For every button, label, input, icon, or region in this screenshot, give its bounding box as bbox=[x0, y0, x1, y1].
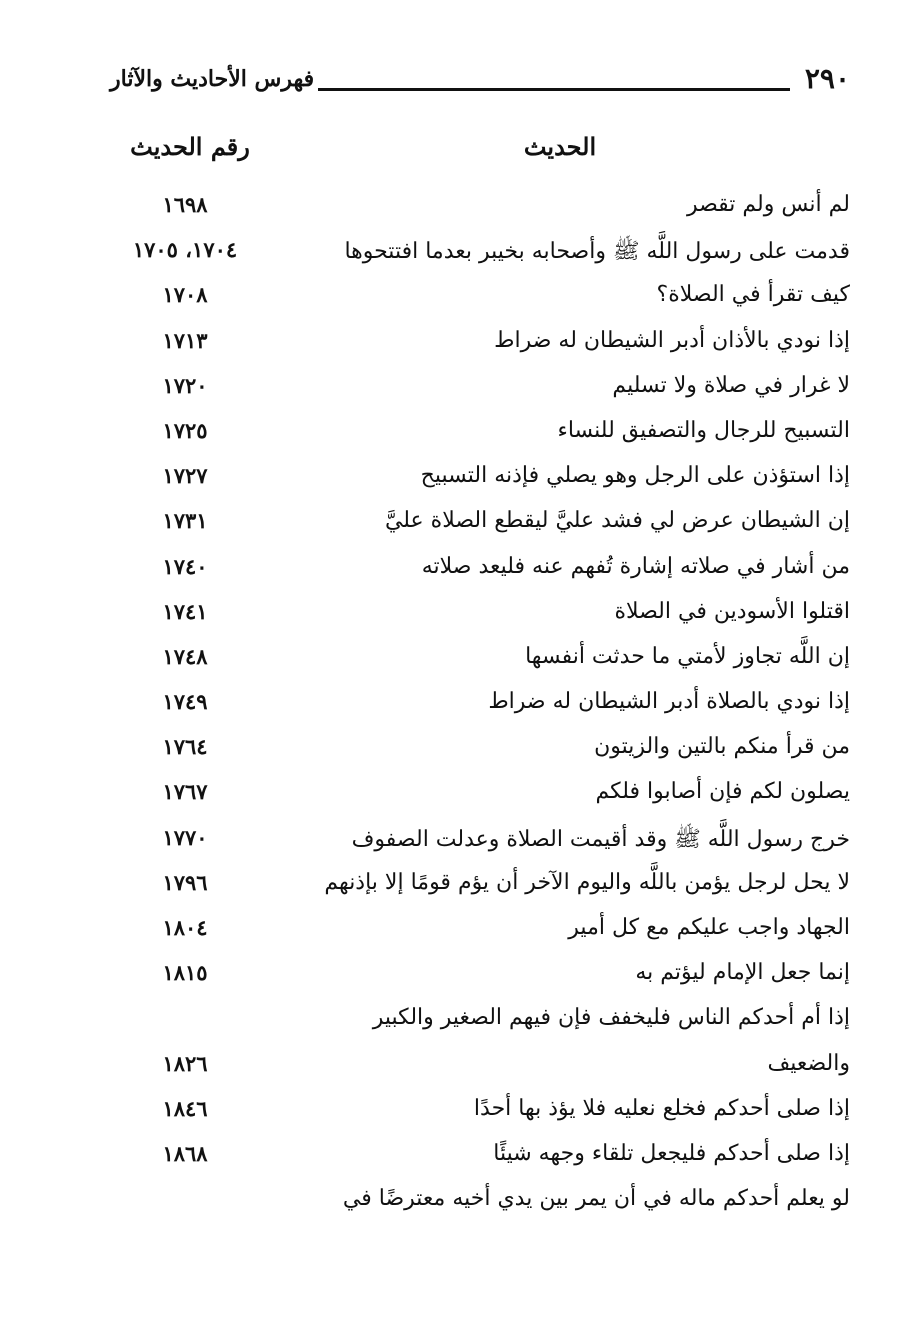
hadith-text: إن اللَّه تجاوز لأمتي ما حدثت أنفسها bbox=[525, 643, 850, 669]
hadith-index-list bbox=[110, 188, 850, 1227]
index-row bbox=[110, 775, 850, 820]
index-row bbox=[110, 956, 850, 1001]
hadith-text: يصلون لكم فإن أصابوا فلكم bbox=[595, 779, 850, 805]
hadith-number: ١٧١٣ bbox=[162, 327, 208, 353]
index-row bbox=[110, 640, 850, 685]
hadith-number: ١٦٩٨ bbox=[162, 192, 208, 217]
hadith-number: ١٧٩٦ bbox=[162, 869, 208, 895]
hadith-text: التسبيح للرجال والتصفيق للنساء bbox=[557, 417, 850, 443]
index-row bbox=[110, 1047, 850, 1092]
index-row bbox=[110, 324, 850, 369]
hadith-number: ١٨١٥ bbox=[162, 960, 208, 986]
hadith-number: ١٧٦٤ bbox=[162, 734, 208, 760]
index-row bbox=[110, 550, 850, 595]
hadith-text: إذا أم أحدكم الناس فليخفف فإن فيهم الصغير والكبير bbox=[372, 1005, 850, 1031]
hadith-text: إذا نودي بالأذان أدبر الشيطان له ضراط bbox=[494, 327, 850, 353]
hadith-text: إنما جعل الإمام ليؤتم به bbox=[635, 960, 850, 986]
hadith-number: ١٨٦٨ bbox=[162, 1140, 208, 1166]
index-row bbox=[110, 1182, 850, 1227]
hadith-text: من قرأ منكم بالتين والزيتون bbox=[594, 734, 850, 760]
hadith-text: الجهاد واجب عليكم مع كل أمير bbox=[568, 915, 850, 940]
hadith-text: لا يحل لرجل يؤمن باللَّه واليوم الآخر أن يؤم قومًا إلا بإذنهم bbox=[324, 869, 850, 895]
hadith-number: ١٧٣١ bbox=[162, 508, 208, 534]
hadith-number: ١٧٢٠ bbox=[162, 372, 208, 398]
hadith-number: ١٧٠٨ bbox=[162, 282, 208, 308]
running-title: فهرس الأحاديث والآثار bbox=[110, 66, 315, 92]
hadith-number: ١٨٤٦ bbox=[162, 1095, 208, 1121]
index-row bbox=[110, 1001, 850, 1046]
hadith-text: إذا نودي بالصلاة أدبر الشيطان له ضراط bbox=[488, 689, 850, 715]
hadith-text: اقتلوا الأسودين في الصلاة bbox=[614, 598, 850, 624]
index-row bbox=[110, 866, 850, 911]
index-row bbox=[110, 188, 850, 233]
index-row bbox=[110, 278, 850, 323]
hadith-text: لا غرار في صلاة ولا تسليم bbox=[612, 372, 850, 398]
hadith-text: إذا صلى أحدكم فخلع نعليه فلا يؤذ بها أحدًا bbox=[473, 1095, 850, 1121]
index-row bbox=[110, 1092, 850, 1137]
hadith-number: ١٧٦٧ bbox=[162, 779, 208, 805]
index-row bbox=[110, 821, 850, 866]
hadith-text: قدمت على رسول اللَّه ﷺ وأصحابه بخيبر بعدما افتتحوها bbox=[344, 239, 850, 265]
hadith-text: لم أنس ولم تقصر bbox=[686, 192, 850, 217]
page-header bbox=[110, 62, 850, 102]
hadith-text: إذا صلى أحدكم فليجعل تلقاء وجهه شيئًا bbox=[493, 1140, 850, 1166]
column-header-hadith: الحديث bbox=[523, 132, 597, 161]
index-row bbox=[110, 730, 850, 775]
index-row bbox=[110, 369, 850, 414]
hadith-text: من أشار في صلاته إشارة تُفهم عنه فليعد صلاته bbox=[421, 553, 850, 579]
hadith-text: والضعيف bbox=[767, 1050, 850, 1076]
hadith-number: ١٧٤١ bbox=[162, 598, 208, 624]
hadith-number: ١٧٤٩ bbox=[162, 689, 208, 715]
page-number: ٢٩٠ bbox=[804, 62, 850, 95]
index-row bbox=[110, 504, 850, 549]
hadith-text: إن الشيطان عرض لي فشد عليَّ ليقطع الصلاة عليَّ bbox=[384, 508, 850, 534]
hadith-number: ١٧٠٤، ١٧٠٥ bbox=[132, 237, 238, 263]
header-rule bbox=[318, 88, 790, 91]
hadith-number: ١٧٤٨ bbox=[162, 643, 208, 669]
hadith-number: ١٧٢٧ bbox=[162, 463, 208, 489]
hadith-number: ١٧٢٥ bbox=[162, 417, 208, 443]
index-row bbox=[110, 233, 850, 278]
hadith-text: خرج رسول اللَّه ﷺ وقد أقيمت الصلاة وعدلت الصفوف bbox=[351, 826, 850, 852]
hadith-text: لو يعلم أحدكم ماله في أن يمر بين يدي أخيه معترضًا في bbox=[342, 1186, 850, 1212]
hadith-number: ١٧٤٠ bbox=[162, 553, 208, 579]
hadith-text: كيف تقرأ في الصلاة؟ bbox=[656, 282, 850, 308]
index-row bbox=[110, 911, 850, 956]
column-header-number: رقم الحديث bbox=[130, 132, 250, 161]
index-row bbox=[110, 1137, 850, 1182]
hadith-number: ١٨٠٤ bbox=[162, 915, 208, 940]
index-row bbox=[110, 595, 850, 640]
index-row bbox=[110, 685, 850, 730]
index-row bbox=[110, 414, 850, 459]
index-row bbox=[110, 459, 850, 504]
hadith-number: ١٨٢٦ bbox=[162, 1050, 208, 1076]
hadith-number: ١٧٧٠ bbox=[162, 824, 208, 850]
hadith-text: إذا استؤذن على الرجل وهو يصلي فإذنه التسبيح bbox=[420, 463, 850, 489]
